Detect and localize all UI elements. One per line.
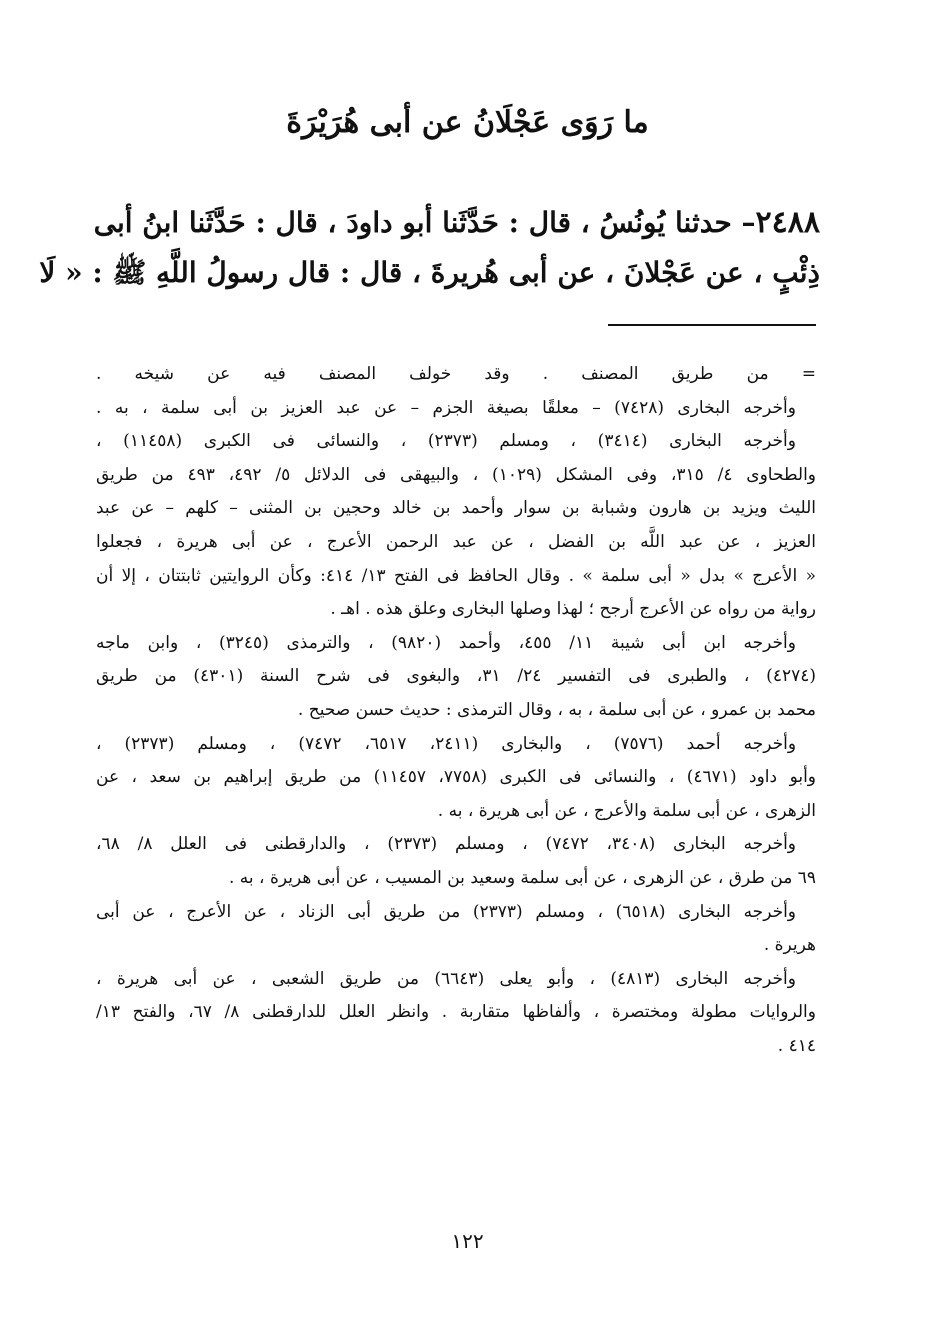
footnote-line: (٤٢٧٤) ، والطبرى فى التفسير ٢٤/ ٣١، والبغوى فى شرح السنة (٤٣٠١) من طريق bbox=[96, 666, 816, 687]
footnote-line: العزيز ، عن عبد اللَّه بن الفضل ، عن عبد الرحمن الأعرج ، عن أبى هريرة ، فجعلوا bbox=[96, 531, 816, 552]
chapter-title: ما رَوَى عَجْلَانُ عن أبى هُرَيْرَةَ bbox=[286, 105, 649, 140]
footnote-line: ٦٩ من طرق ، عن الزهرى ، عن أبى سلمة وسعيد بن المسيب ، عن أبى هريرة ، به . bbox=[229, 867, 816, 888]
footnote-line: وأخرجه البخارى (٦٥١٨) ، ومسلم (٢٣٧٣) من طريق أبى الزناد ، عن الأعرج ، عن أبى bbox=[96, 901, 797, 922]
hadith-line-1-text: – حدثنا يُونُسُ ، قال : حَدَّثَنا أبو داودَ ، قال : حَدَّثَنا ابنُ أبى bbox=[93, 206, 756, 239]
hadith-number: ٢٤٨٨ bbox=[755, 205, 820, 240]
footnote-separator bbox=[608, 324, 816, 326]
footnote-line: الليث ويزيد بن هارون وشبابة بن سوار وأحمد بن خالد وحجين بن المثنى – كلهم – عن عبد bbox=[96, 498, 816, 519]
footnote-line: هريرة . bbox=[763, 935, 816, 956]
footnote-line: ٤١٤ . bbox=[777, 1035, 816, 1056]
hadith-text bbox=[39, 198, 820, 298]
footnote-line: « الأعرج » بدل « أبى سلمة » . وقال الحافظ فى الفتح ١٣/ ٤١٤: وكأن الروايتين ثابتتان ، إلا أن bbox=[96, 565, 816, 586]
footnote-line: وأخرجه ابن أبى شيبة ١١/ ٤٥٥، وأحمد (٩٨٢٠) ، والترمذى (٣٢٤٥) ، وابن ماجه bbox=[96, 632, 796, 653]
footnote-line: وأخرجه البخارى (٣٤٠٨، ٧٤٧٢) ، ومسلم (٢٣٧٣) ، والدارقطنى فى العلل ٨/ ٦٨، bbox=[96, 834, 797, 855]
footnote-line: محمد بن عمرو ، عن أبى سلمة ، به ، وقال الترمذى : حديث حسن صحيح . bbox=[297, 699, 816, 720]
footnote-line: والطحاوى ٤/ ٣١٥، وفى المشكل (١٠٢٩) ، والبيهقى فى الدلائل ٥/ ٤٩٢، ٤٩٣ من طريق bbox=[96, 464, 816, 485]
footnote-line: = من طريق المصنف . وقد خولف المصنف فيه عن شيخه . bbox=[96, 364, 816, 384]
footnotes bbox=[96, 358, 816, 1063]
footnote-line: وأخرجه البخارى (٣٤١٤) ، ومسلم (٢٣٧٣) ، والنسائى فى الكبرى (١١٤٥٨) ، bbox=[96, 431, 796, 452]
footnote-line: وأخرجه البخارى (٧٤٢٨) – معلقًا بصيغة الجزم – عن عبد العزيز بن أبى سلمة ، به . bbox=[96, 397, 796, 418]
footnote-line: الزهرى ، عن أبى سلمة والأعرج ، عن أبى هريرة ، به . bbox=[437, 800, 816, 821]
footnote-line: وأبو داود (٤٦٧١) ، والنسائى فى الكبرى (٧٧٥٨، ١١٤٥٧) من طريق إبراهيم بن سعد ، عن bbox=[96, 767, 816, 788]
footnote-line: رواية من رواه عن الأعرج أرجح ؛ لهذا وصلها البخارى وعلق هذه . اهـ . bbox=[330, 599, 816, 620]
footnote-line: وأخرجه البخارى (٤٨١٣) ، وأبو يعلى (٦٦٤٣) من طريق الشعبى ، عن أبى هريرة ، bbox=[96, 968, 796, 989]
page-number: ١٢٢ bbox=[451, 1229, 484, 1253]
hadith-line-2: ذِئْبٍ ، عن عَجْلانَ ، عن أبى هُريرةَ ، قال : قال رسولُ اللَّهِ ﷺ : « لَا bbox=[39, 256, 820, 289]
footnote-line: وأخرجه أحمد (٧٥٧٦) ، والبخارى (٢٤١١، ٦٥١٧، ٧٤٧٢) ، ومسلم (٢٣٧٣) ، bbox=[96, 733, 797, 754]
hadith-line-1 bbox=[93, 198, 820, 248]
footnote-line: والروايات مطولة ومختصرة ، وألفاظها متقاربة . وانظر العلل للدارقطنى ٨/ ٦٧، والفتح ١٣/ bbox=[96, 1002, 816, 1023]
